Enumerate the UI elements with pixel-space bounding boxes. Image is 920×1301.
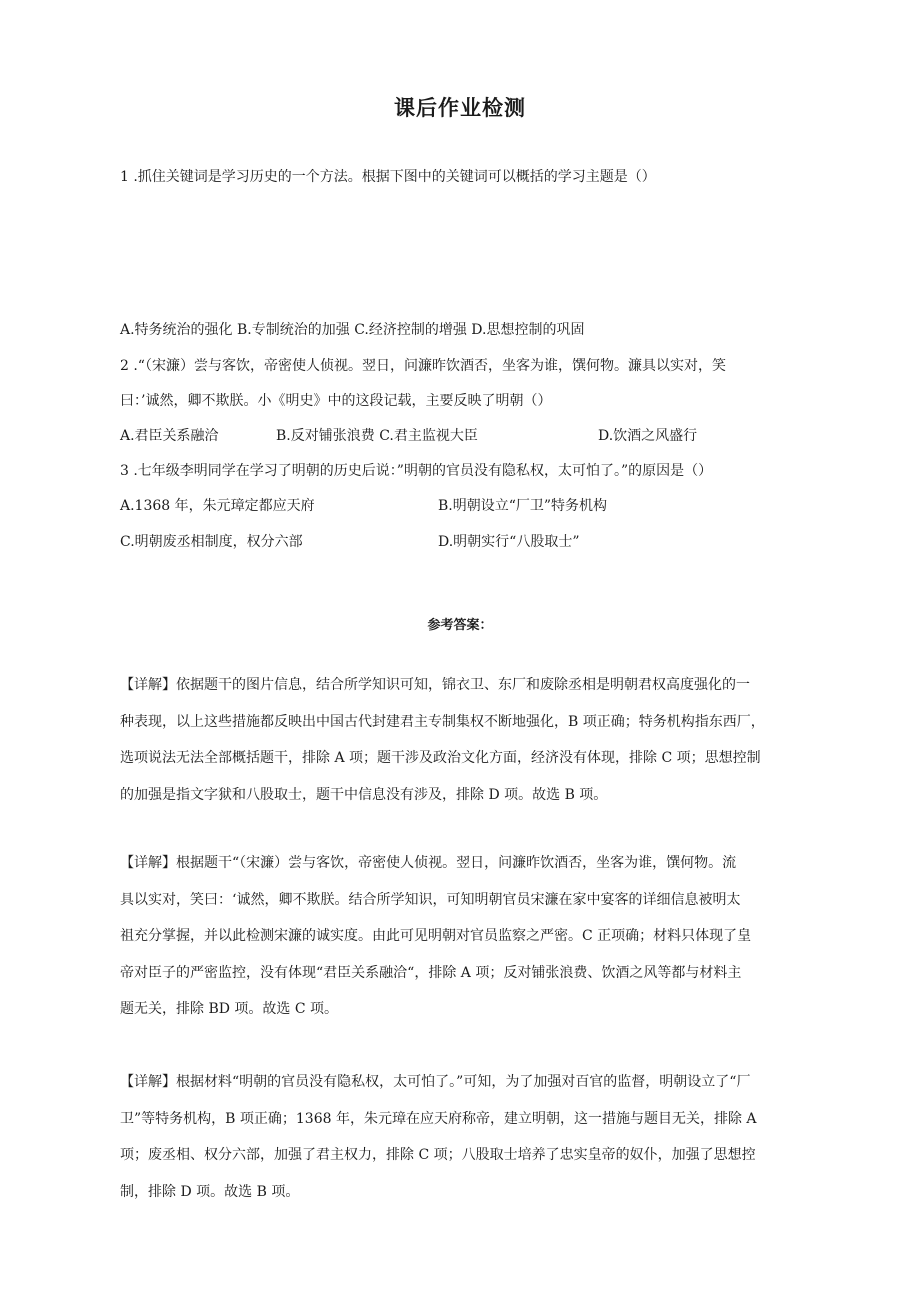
explanation-1-line: 种表现，以上这些措施都反映出中国古代封建君主专制集权不断地强化，B 项正确；特务机构指东西厂， <box>120 713 765 730</box>
explanation-1 <box>120 667 832 813</box>
explanation-1-line: 选项说法无法全部概括题干，排除 A 项；题干涉及政治文化方面，经济没有体现，排除 C 项；思想控制 <box>120 750 761 767</box>
question-3-option-d: D.明朝实行“八股取士” <box>438 534 580 550</box>
explanation-3-line: 项；废丞相、权分六部，加强了君主权力，排除 C 项；八股取士培养了忠实皇帝的奴仆，加强了思想控 <box>120 1147 756 1164</box>
explanation-2-line: 具以实对，笑曰：‘诚然，卿不欺朕。结合所学知识，可知明朝官员宋濂在家中宴客的详细信息被明太 <box>120 891 741 908</box>
question-3-option-c: C.明朝废丞相制度，权分六部 <box>120 534 303 550</box>
question-2-option-d: D.饮酒之风盛行 <box>598 428 698 444</box>
explanation-2 <box>120 845 832 1028</box>
explanation-1-line: 【详解】依据题干的图片信息，结合所学知识可知，锦衣卫、东厂和废除丞相是明朝君权高度强化的一 <box>120 677 750 693</box>
question-2-stem-line-2: 曰：’诚然，卿不欺朕。小《明史》中的这段记载，主要反映了明朝（） <box>120 393 552 409</box>
question-1-stem: 1 .抓住关键词是学习历史的一个方法。根据下图中的关键词可以概括的学习主题是（） <box>120 169 656 185</box>
question-3-option-a: A.1368 年，朱元璋定都应天府 <box>120 498 315 514</box>
question-2-option-a: A.君臣关系融洽 <box>120 428 219 444</box>
question-2-option-bc: B.反对铺张浪费 C.君主监视大臣 <box>276 428 478 444</box>
explanation-1-line: 的加强是指文字狱和八股取士，题干中信息没有涉及，排除 D 项。故选 B 项。 <box>120 786 608 803</box>
explanation-2-line: 帝对臣子的严密监控，没有体现“君臣关系融洽“，排除 A 项；反对铺张浪费、饮酒之风等都与材料主 <box>120 964 742 981</box>
page-title: 课后作业检测 <box>394 96 526 120</box>
question-3-stem: 3 .七年级李明同学在学习了明朝的历史后说：”明朝的官员没有隐私权，太可怕了。”的原因是（） <box>120 463 713 479</box>
question-1-options: A.特务统治的强化 B.专制统治的加强 C.经济控制的增强 D.思想控制的巩固 <box>120 322 585 338</box>
explanation-3 <box>120 1064 832 1210</box>
explanation-3-line: 制，排除 D 项。故选 B 项。 <box>120 1183 300 1200</box>
explanation-2-line: 【详解】根据题干“（宋濂）尝与客饮，帝密使人侦视。翌日，问濂昨饮酒否，坐客为谁，馔何物。流 <box>120 855 737 871</box>
explanation-3-line: 卫”等特务机构，B 项正确；1368 年，朱元璋在应天府称帝，建立明朝，这一措施与题目无关，排除 A <box>120 1110 757 1127</box>
explanation-2-line: 祖充分掌握，并以此检测宋濂的诚实度。由此可见明朝对官员监察之严密。C 正项确；材料只体现了皇 <box>120 928 752 945</box>
question-3-option-b: B.明朝设立“厂卫”特务机构 <box>438 498 608 514</box>
answers-title: 参考答案： <box>427 618 493 633</box>
question-2-stem-line-1: 2 .“（宋濂）尝与客饮，帝密使人侦视。翌日，问濂昨饮酒否，坐客为谁，馔何物。濂具以实对，笑 <box>120 358 726 374</box>
explanation-3-line: 【详解】根据材料“明朝的官员没有隐私权，太可怕了。”可知，为了加强对百官的监督，明朝设立了“厂 <box>120 1074 751 1090</box>
explanation-2-line: 题无关，排除 BD 项。故选 C 项。 <box>120 1001 339 1018</box>
